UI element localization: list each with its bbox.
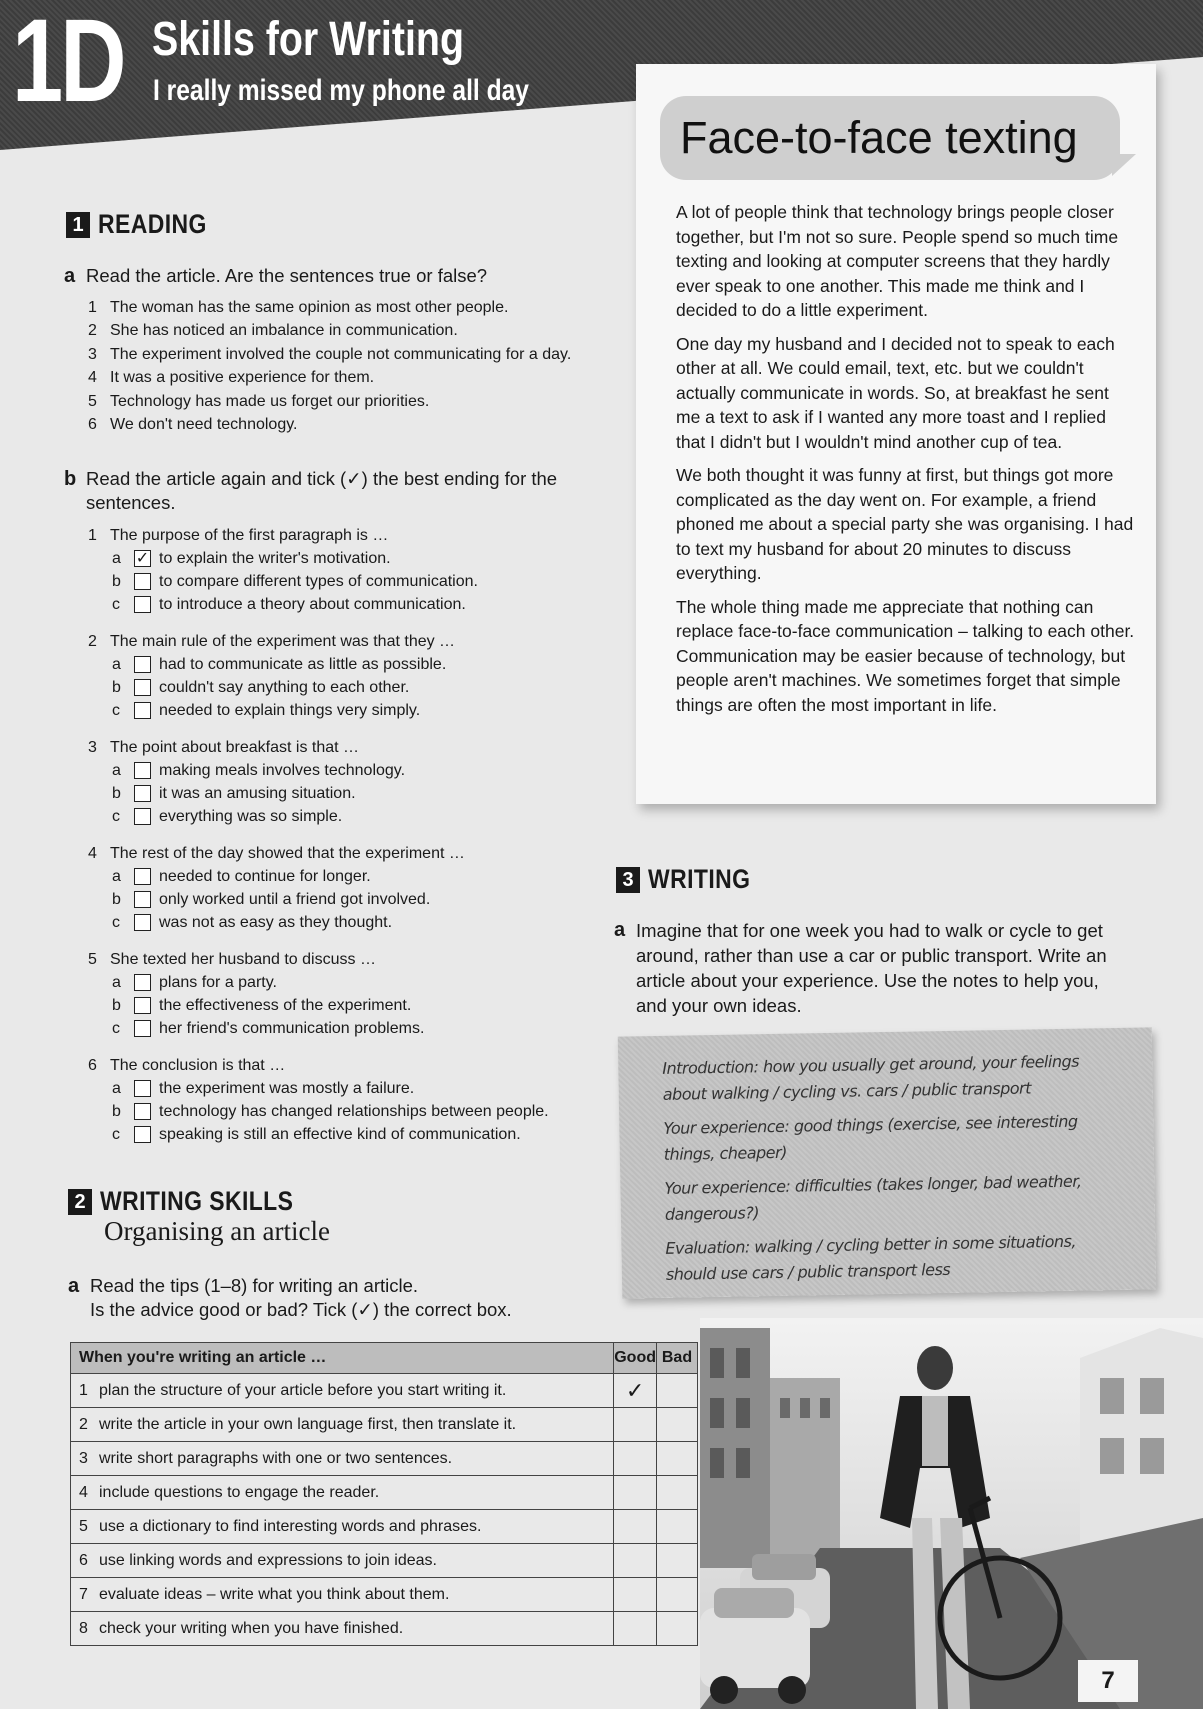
note-item: Your experience: good things (exercise, see interesting things, cheaper) [663, 1111, 1078, 1164]
bad-cell[interactable] [657, 1612, 698, 1646]
mc-option: a making meals involves technology. [112, 762, 406, 779]
checkbox[interactable] [134, 1020, 151, 1037]
bad-cell[interactable] [657, 1544, 698, 1578]
section-number: 2 [68, 1189, 92, 1215]
mc-option: b technology has changed relationships between people. [112, 1103, 549, 1120]
section-label: READING [98, 209, 207, 239]
checkbox[interactable] [134, 656, 151, 673]
list-item: 4 It was a positive experience for them. [88, 369, 375, 387]
mc-option: c needed to explain things very simply. [112, 702, 421, 719]
mc-option: b to compare different types of communication. [112, 573, 478, 590]
good-cell[interactable] [614, 1476, 657, 1510]
checkbox[interactable] [134, 702, 151, 719]
good-cell[interactable]: ✓ [614, 1374, 657, 1408]
list-item: 5 Technology has made us forget our priorities. [88, 392, 430, 410]
article-paragraph: The whole thing made me appreciate that nothing can replace face-to-face communication – talking to each other. Communication may be easier because of technology, but people aren't machines. We sometimes forget that simple things are often the most important in life. [676, 596, 1135, 715]
table-row: 8 check your writing when you have finished. [71, 1612, 698, 1646]
article-paragraph: We both thought it was funny at first, but things got more complicated as the day went on. For example, a friend phoned me about a special party she was organising. I had to text my husband for about 20 minutes to discuss everything. [676, 465, 1134, 583]
task-instruction: Read the article. Are the sentences true or false? [86, 265, 488, 286]
table-header: When you're writing an article … [71, 1343, 614, 1374]
article-body [676, 200, 1136, 726]
mc-option: a had to communicate as little as possible. [112, 656, 447, 673]
good-cell[interactable] [614, 1510, 657, 1544]
writing-heading [616, 864, 768, 895]
mc-question: 3 The point about breakfast is that … a making meals involves technology. b it was an amusing situation. c everything was so simple. [88, 736, 608, 828]
mc-option: a the experiment was mostly a failure. [112, 1080, 415, 1097]
mc-option: c speaking is still an effective kind of communication. [112, 1126, 521, 1143]
table-row: 5 use a dictionary to find interesting words and phrases. [71, 1510, 698, 1544]
checkbox[interactable] [134, 596, 151, 613]
mc-question: 5 She texted her husband to discuss … a plans for a party. b the effectiveness of the experiment. c her friend's communication problems. [88, 948, 608, 1040]
task-letter: a [64, 265, 76, 287]
good-cell[interactable] [614, 1408, 657, 1442]
section-number: 3 [616, 867, 640, 893]
bad-cell[interactable] [657, 1476, 698, 1510]
true-false-list [88, 296, 571, 436]
section-label: WRITING [648, 864, 751, 894]
mc-option: c was not as easy as they thought. [112, 914, 393, 931]
table-row: 6 use linking words and expressions to join ideas. [71, 1544, 698, 1578]
writing-task-a [614, 918, 1134, 1018]
reading-task-a [64, 264, 624, 288]
list-item: 6 We don't need technology. [88, 416, 298, 434]
table-row: 3 write short paragraphs with one or two sentences. [71, 1442, 698, 1476]
mc-question: 6 The conclusion is that … a the experiment was mostly a failure. b technology has changed relationships between people. c speaking is still an effective kind of communication. [88, 1054, 608, 1146]
mc-question: 1 The purpose of the first paragraph is … a ✓ to explain the writer's motivation. b to compare different types of communication. c to introduce a theory about communication. [88, 524, 608, 616]
table-row: 2 write the article in your own language first, then translate it. [71, 1408, 698, 1442]
task-instruction: Imagine that for one week you had to walk or cycle to get around, rather than use a car or public transport. Write an article about your experience. Use the notes to help you, and your own ideas. [636, 920, 1107, 1016]
good-cell[interactable] [614, 1612, 657, 1646]
table-row: 7 evaluate ideas – write what you think about them. [71, 1578, 698, 1612]
unit-code: 1D [12, 0, 124, 127]
mc-option: b only worked until a friend got involved. [112, 891, 431, 908]
bad-cell[interactable] [657, 1374, 698, 1408]
reading-task-b [64, 467, 624, 515]
checkbox[interactable] [134, 1080, 151, 1097]
mc-option: c to introduce a theory about communication. [112, 596, 466, 613]
mc-option: c her friend's communication problems. [112, 1020, 425, 1037]
mc-option: b couldn't say anything to each other. [112, 679, 410, 696]
mc-option: a ✓ to explain the writer's motivation. [112, 550, 391, 567]
checkbox[interactable] [134, 808, 151, 825]
checkbox[interactable] [134, 914, 151, 931]
checkbox[interactable] [134, 891, 151, 908]
mc-option: b the effectiveness of the experiment. [112, 997, 412, 1014]
task-letter: a [68, 1275, 80, 1297]
list-item: 3 The experiment involved the couple not communicating for a day. [88, 345, 572, 363]
bad-cell[interactable] [657, 1442, 698, 1476]
checkbox[interactable] [134, 1126, 151, 1143]
unit-subtitle: I really missed my phone all day [153, 74, 529, 107]
writing-skills-subheading: Organising an article [104, 1216, 330, 1246]
checkbox[interactable] [134, 1103, 151, 1120]
mc-question: 4 The rest of the day showed that the experiment … a needed to continue for longer. b only worked until a friend got involved. c was not as easy as they thought. [88, 842, 608, 934]
notes-box [618, 1027, 1156, 1298]
task-letter: b [64, 468, 77, 490]
checkbox[interactable] [134, 785, 151, 802]
checkbox[interactable] [134, 974, 151, 991]
mc-option: b it was an amusing situation. [112, 785, 356, 802]
mc-option: a plans for a party. [112, 974, 277, 991]
mc-option: a needed to continue for longer. [112, 868, 371, 885]
table-row: 1 plan the structure of your article before you start writing it. ✓ [71, 1374, 698, 1408]
checkbox[interactable] [134, 868, 151, 885]
photo-illustration [700, 1318, 1203, 1709]
column-good: Good [614, 1343, 657, 1374]
bad-cell[interactable] [657, 1578, 698, 1612]
note-item: Evaluation: walking / cycling better in some situations, should use cars / public transport less [665, 1231, 1077, 1284]
checkbox[interactable] [134, 762, 151, 779]
section-number: 1 [66, 212, 90, 238]
checkbox[interactable] [134, 573, 151, 590]
checkbox[interactable]: ✓ [135, 550, 150, 567]
unit-title: Skills for Writing [152, 13, 464, 66]
tips-table [70, 1342, 698, 1646]
checkbox[interactable] [134, 679, 151, 696]
good-cell[interactable] [614, 1544, 657, 1578]
writing-skills-heading [68, 1186, 327, 1217]
speech-bubble-tail [1112, 154, 1136, 176]
article-title: Face-to-face texting [660, 96, 1120, 180]
checkbox[interactable] [134, 997, 151, 1014]
photo-man-with-bicycle [700, 1318, 1203, 1709]
list-item: 2 She has noticed an imbalance in communication. [88, 322, 458, 340]
table-header-row [71, 1343, 698, 1374]
reading-heading [66, 209, 226, 240]
note-item: Your experience: difficulties (takes longer, bad weather, dangerous?) [664, 1171, 1082, 1224]
task-letter: a [614, 919, 626, 941]
good-cell[interactable] [614, 1442, 657, 1476]
task-instruction: Read the article again and tick (✓) the best ending for the sentences. [86, 468, 558, 513]
column-bad: Bad [657, 1343, 698, 1374]
article-card [636, 64, 1156, 804]
page-number: 7 [1078, 1660, 1138, 1702]
task-instruction-line: Read the tips (1–8) for writing an article. [90, 1275, 419, 1296]
note-item: Introduction: how you usually get around, your feelings about walking / cycling vs. cars / public transport [662, 1051, 1080, 1104]
mc-option: c everything was so simple. [112, 808, 343, 825]
bad-cell[interactable] [657, 1510, 698, 1544]
article-paragraph: One day my husband and I decided not to speak to each other at all. We could email, text, etc. but we couldn't actually communicate in words. So, at breakfast he sent me a text to ask if I wanted any more toast and I replied that I didn't but I wouldn't mind another cup of tea. [676, 333, 1115, 452]
section-label: WRITING SKILLS [100, 1186, 294, 1216]
bad-cell[interactable] [657, 1408, 698, 1442]
list-item: 1 The woman has the same opinion as most other people. [88, 299, 509, 316]
task-instruction-line: Is the advice good or bad? Tick (✓) the correct box. [90, 1299, 512, 1320]
article-paragraph: A lot of people think that technology brings people closer together, but I'm not so sure. People spend so much time texting and looking at computer screens that they hardly ever speak to one another. This made me think and I decided to do a little experiment. [676, 202, 1119, 320]
mc-question: 2 The main rule of the experiment was that they … a had to communicate as little as possible. b couldn't say anything to each other. c needed to explain things very simply. [88, 630, 608, 722]
table-row: 4 include questions to engage the reader. [71, 1476, 698, 1510]
good-cell[interactable] [614, 1578, 657, 1612]
writing-skills-task-a [68, 1274, 628, 1322]
